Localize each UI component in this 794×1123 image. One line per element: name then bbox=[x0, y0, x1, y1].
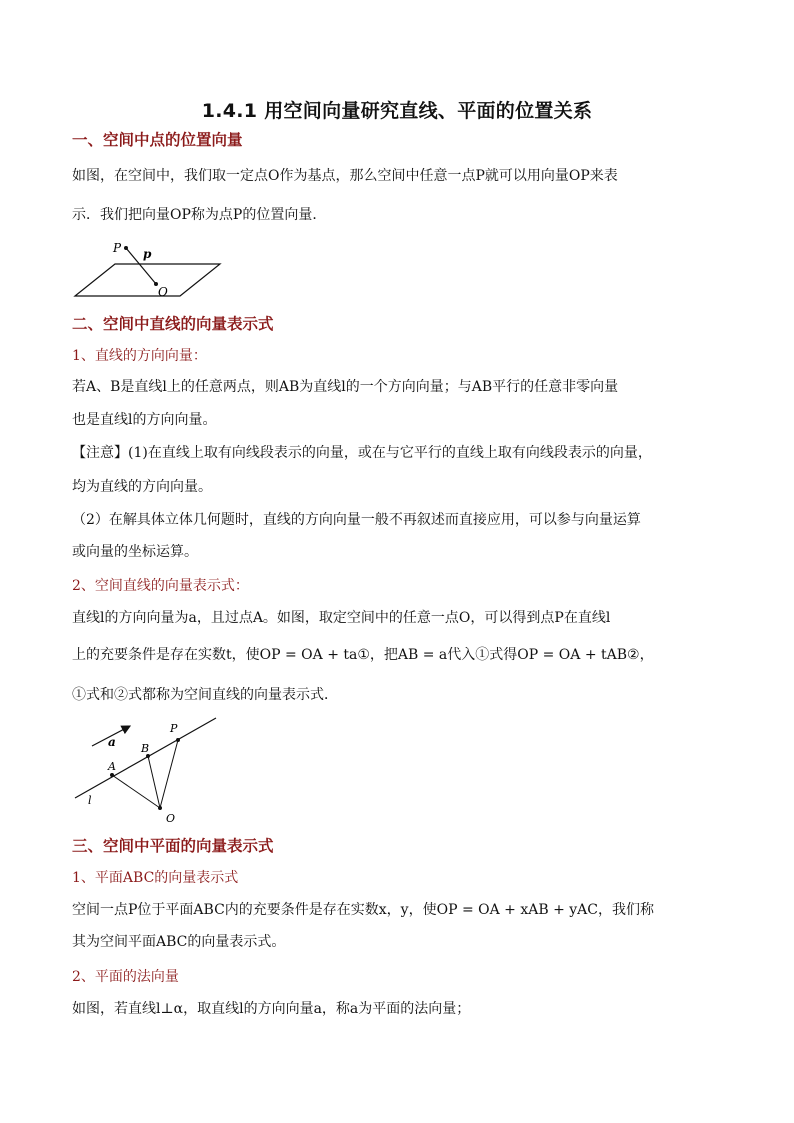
point-p-dot bbox=[124, 246, 128, 250]
segment-OA bbox=[112, 775, 160, 808]
section-heading-3: 三、空间中平面的向量表示式 bbox=[72, 837, 274, 855]
section2-line-1: 若A、B是直线l上的任意两点，则AB为直线l的一个方向向量；与AB平行的任意非零向量 bbox=[72, 379, 619, 395]
section2-line-2: 也是直线l的方向向量。 bbox=[72, 412, 217, 428]
subheading-line-vector-form: 2、空间直线的向量表示式： bbox=[72, 578, 249, 594]
label-p: p bbox=[143, 247, 152, 261]
label-P: P bbox=[113, 241, 122, 255]
section2-line-m2: 上的充要条件是存在实数t，使OP = OA + ta①，把AB = a代入①式得OP = OA + tAB②， bbox=[72, 647, 654, 663]
subheading-direction-vector: 1、直线的方向向量： bbox=[72, 348, 207, 364]
subheading-normal-vector: 2、平面的法向量 bbox=[72, 969, 179, 985]
section1-line-2: 示．我们把向量OP称为点P的位置向量． bbox=[72, 207, 327, 223]
note-line-4: 或向量的坐标运算。 bbox=[72, 544, 198, 560]
section3-line-3: 如图，若直线l⊥α，取直线l的方向向量a，称a为平面的法向量； bbox=[72, 1001, 471, 1017]
section1-line-1: 如图，在空间中，我们取一定点O作为基点，那么空间中任意一点P就可以用向量OP来表 bbox=[72, 168, 618, 184]
section3-line-1: 空间一点P位于平面ABC内的充要条件是存在实数x，y，使OP = OA + xAB + yAC，我们称 bbox=[72, 902, 654, 918]
section-heading-2: 二、空间中直线的向量表示式 bbox=[72, 315, 274, 333]
figure-position-vector bbox=[70, 238, 250, 302]
label-P2: P bbox=[170, 722, 178, 735]
page-title: 1.4.1 用空间向量研究直线、平面的位置关系 bbox=[201, 100, 593, 122]
section-heading-1: 一、空间中点的位置向量 bbox=[72, 131, 243, 149]
line-l bbox=[75, 718, 216, 798]
label-O: O bbox=[158, 285, 168, 299]
section2-line-m1: 直线l的方向向量为a，且过点A。如图，取定空间中的任意一点O，可以得到点P在直线l bbox=[72, 610, 611, 626]
note-line-1: 【注意】(1)在直线上取有向线段表示的向量，或在与它平行的直线上取有向线段表示的向量， bbox=[72, 445, 652, 461]
label-A: A bbox=[108, 760, 116, 773]
label-O2: O bbox=[166, 812, 176, 825]
figure-line-vector bbox=[70, 712, 230, 828]
point-A-dot bbox=[110, 773, 114, 777]
note-line-3: （2）在解具体立体几何题时，直线的方向向量一般不再叙述而直接应用，可以参与向量运算 bbox=[72, 512, 641, 528]
label-l: l bbox=[88, 794, 92, 807]
plane-parallelogram bbox=[75, 264, 220, 296]
note-line-2: 均为直线的方向向量。 bbox=[72, 479, 212, 495]
point-O-dot bbox=[158, 806, 162, 810]
vector-op-line bbox=[126, 248, 156, 284]
point-P-dot bbox=[176, 738, 180, 742]
section3-line-2: 其为空间平面ABC的向量表示式。 bbox=[72, 934, 286, 950]
label-a: a bbox=[108, 735, 116, 749]
section2-line-m3: ①式和②式都称为空间直线的向量表示式． bbox=[72, 687, 338, 703]
segment-OB bbox=[148, 756, 160, 808]
label-B: B bbox=[141, 742, 150, 755]
subheading-plane-vector-form: 1、平面ABC的向量表示式 bbox=[72, 870, 239, 886]
segment-OP bbox=[160, 740, 178, 808]
